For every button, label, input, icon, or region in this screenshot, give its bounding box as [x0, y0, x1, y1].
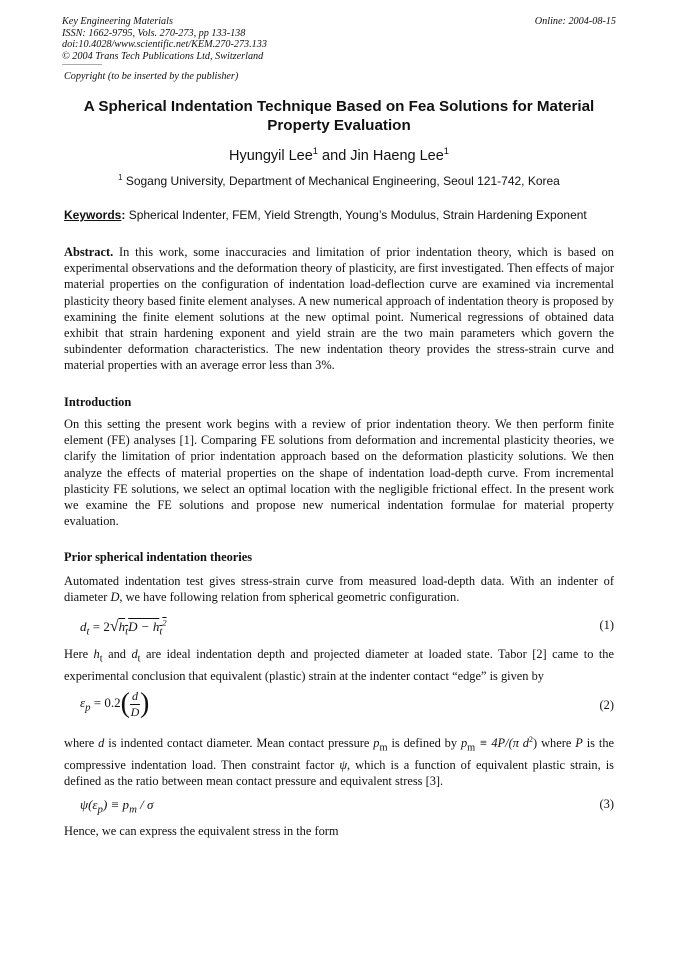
prior-paragraph	[64, 573, 614, 605]
affiliation-text: Sogang University, Department of Mechanical Engineering, Seoul 121-742, Korea	[122, 174, 560, 188]
paper-title	[40, 97, 638, 135]
abstract-text: In this work, some inaccuracies and limitation of prior indentation theory, which is based on experimental observations and the deformation theory of plasticity, are first investigated. Then effects of major material properties on the configuration of indentation load-deflection curve are examined via incremental plasticity theory based finite element analyses. A new numerical approach of indentation theory is proposed by examining the finite element solutions at the new optimal point. Numerical regressions of obtained data exhibit that strain hardening exponent and yield strain are the two main parameters which govern the subindenter deformation characteristics. The new indentation theory provides the stress-strain curve and material properties with an average error less than 3%.	[64, 245, 614, 373]
header-rule	[62, 64, 102, 65]
eq3-lhs: ψ(ε	[80, 797, 98, 812]
para3-var-psi: ψ	[339, 757, 348, 772]
eq3-lhs-sub: p	[97, 803, 103, 816]
keywords-colon: :	[121, 208, 126, 222]
prior-text-2: , we have following relation from spherical geometric configuration.	[119, 590, 460, 605]
para2-var-h: h	[93, 647, 100, 661]
author-1: Hyungyil Lee	[228, 148, 313, 164]
equation-1	[80, 618, 614, 638]
eq1-lhs-sub: t	[86, 625, 90, 638]
eq3-number: (3)	[599, 797, 614, 811]
title-line-2: Property Evaluation	[267, 117, 411, 134]
equation-3	[80, 797, 614, 816]
eq2-left-paren: (	[120, 688, 130, 719]
eq1-radical: √	[109, 618, 119, 635]
online-date: Online: 2004-08-15	[534, 16, 616, 27]
journal-name: Key Engineering Materials	[62, 16, 173, 27]
eq2-lhs: ε	[80, 694, 86, 710]
issn-line: ISSN: 1662-9795, Vols. 270-273, pp 133-138	[62, 27, 246, 39]
para2-text-1: Here	[64, 647, 94, 661]
prior-var-D: D	[110, 590, 120, 605]
para3-text-6: , which is a function of equivalent plastic strain, is defined as the ratio between mean contact pressure and equivalent stress [3].	[64, 757, 614, 788]
eq3-rhs-2: / σ	[136, 797, 154, 812]
para3-var-p-sub: m	[379, 742, 388, 754]
publisher-copyright: © 2004 Trans Tech Publications Ltd, Switzerland	[62, 50, 264, 62]
intro-paragraph: On this setting the present work begins with a review of prior indentation theory. We then perform finite element (FE) analyses [1]. Comparing FE solutions from deformation and incremental plasticity theories, we clarify the limitation of prior indentation approach based on the deformation plasticity solutions. We then analyze the effects of material properties on the shape of indentation load-depth curve. From incremental plasticity FE solutions, we select an optimal location with the negligible frictional effect. In the present work we examine the FE solutions and propose new numerical indentation formulae for material property evaluation.	[64, 417, 614, 529]
para3-text-2: is indented contact diameter. Mean contact pressure	[104, 736, 374, 750]
prior-text-1: Automated indentation test gives stress-strain curve from measured load-depth data. With an indenter of diameter	[64, 574, 614, 605]
para3-formula-rest: ≡ 4P/(π d	[475, 736, 529, 750]
eq2-equals: = 0.2	[90, 694, 121, 710]
paragraph-tabor	[64, 646, 614, 684]
eq1-equals: = 2	[89, 619, 110, 634]
eq1-lhs: d	[80, 619, 87, 634]
eq2-fraction	[130, 689, 140, 720]
equation-2	[80, 688, 614, 724]
eq1-rad-mid: D − h	[128, 619, 160, 634]
para2-text-3: are ideal indentation depth and projected diameter at loaded state. Tabor [2] came to the experimental conclusion that equivalent (plastic) strain at the indenter contact “edge” is given by	[64, 647, 614, 683]
eq1-rad-sup: 2	[162, 617, 167, 628]
eq2-right-paren: )	[139, 688, 150, 719]
eq1-rad-sub2: t	[159, 625, 163, 638]
eq3-rhs: ) ≡ p	[102, 797, 130, 812]
keywords-text: Spherical Indenter, FEM, Yield Strength, Young’s Modulus, Strain Hardening Exponent	[125, 208, 587, 222]
para2-var-d-sub: t	[137, 653, 141, 665]
paragraph-pressure	[64, 735, 614, 789]
para2-var-h-sub: t	[99, 653, 103, 665]
author-2-affil-mark: 1	[443, 145, 450, 157]
authors	[40, 145, 638, 164]
para3-text-4: where	[537, 736, 576, 750]
keywords-label: Keywords	[64, 208, 122, 222]
eq2-number: (2)	[599, 698, 614, 712]
para2-text-2: and	[102, 647, 132, 661]
para3-formula-sup: 2	[529, 734, 534, 744]
para3-var-p: p	[373, 736, 380, 750]
eq2-denominator: D	[130, 704, 140, 719]
para3-formula-end: )	[533, 736, 538, 750]
abstract	[64, 244, 614, 374]
keywords	[64, 208, 624, 222]
para3-text-1: where	[64, 736, 99, 750]
title-line-1: A Spherical Indentation Technique Based on Fea Solutions for Material	[83, 98, 595, 115]
journal-header	[62, 16, 616, 66]
intro-heading: Introduction	[64, 395, 132, 409]
para3-text-5: is the compressive indentation load. Then constraint factor	[64, 736, 615, 772]
para3-var-P: P	[575, 736, 583, 750]
copyright-note: Copyright (to be inserted by the publisher)	[64, 71, 239, 82]
eq3-rhs-sub: m	[129, 803, 137, 816]
doi-line: doi:10.4028/www.scientific.net/KEM.270-273.133	[62, 39, 267, 51]
prior-heading: Prior spherical indentation theories	[64, 550, 253, 564]
hence-paragraph: Hence, we can express the equivalent stress in the form	[64, 824, 339, 838]
author-2: Jin Haeng Lee	[350, 148, 444, 164]
affiliation-mark: 1	[118, 173, 123, 182]
eq1-rad-h: h	[118, 619, 126, 634]
para2-var-d: d	[131, 647, 138, 661]
eq1-rad-h-sub: t	[125, 625, 129, 638]
author-1-affil-mark: 1	[312, 145, 319, 157]
eq1-radicand	[118, 617, 167, 638]
para3-var-d: d	[98, 736, 105, 750]
para3-text-3: is defined by	[387, 736, 461, 750]
eq2-numerator: d	[131, 688, 138, 703]
abstract-label: Abstract.	[64, 245, 114, 259]
eq1-number: (1)	[599, 618, 614, 632]
eq2-lhs-sub: p	[85, 701, 91, 714]
affiliation	[40, 174, 638, 188]
author-separator: and	[318, 148, 351, 164]
para3-formula-sub: m	[467, 742, 476, 754]
para3-formula-p: p	[460, 736, 468, 750]
